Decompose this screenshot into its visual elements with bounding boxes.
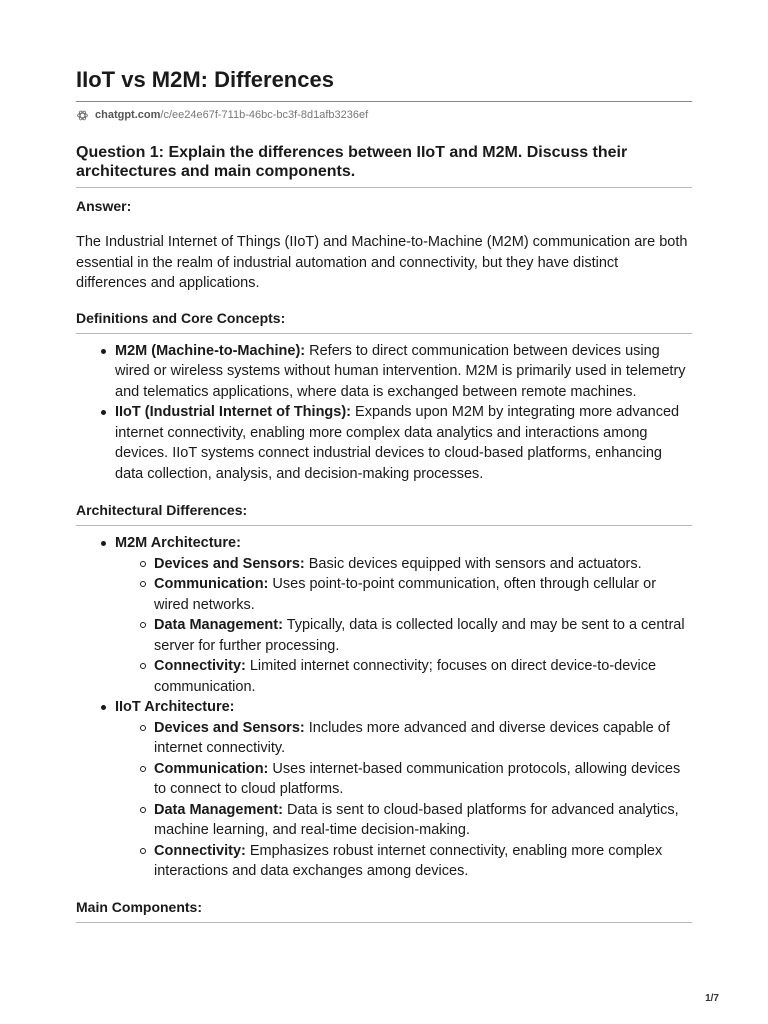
term-description: Expands upon M2M by integrating more advanced internet connectivity, enabling more complex data analytics and interactions among devices. IIoT systems connect industrial devices to cloud-based platforms, enhancing data collection, analysis, and decision-making processes. — [115, 404, 680, 482]
term-label: Connectivity: — [154, 842, 246, 859]
definitions-list — [76, 341, 692, 485]
term-description: Limited internet connectivity; focuses on direct device-to-device communication. — [154, 658, 657, 695]
term-description: Emphasizes robust internet connectivity, enabling more complex interactions and data exchanges among devices. — [154, 842, 663, 879]
architecture-heading: Architectural Differences: — [76, 502, 692, 526]
architecture-list — [76, 533, 692, 882]
term-description: Uses internet-based communication protocols, allowing devices to connect to cloud platforms. — [154, 760, 681, 797]
term-label: Communication: — [154, 576, 269, 592]
term-label: IIoT (Industrial Internet of Things): — [115, 404, 352, 420]
page-title: IIoT vs M2M: Differences — [76, 66, 692, 102]
term-label: Devices and Sensors: — [154, 555, 305, 572]
term-description: Data is sent to cloud-based platforms for advanced analytics, machine learning, and real-time decision-making. — [154, 801, 679, 838]
m2m-architecture-title: M2M Architecture: — [115, 535, 241, 551]
list-item — [115, 841, 692, 882]
term-description: Includes more advanced and diverse devices capable of internet connectivity. — [154, 719, 670, 756]
iiot-architecture-sublist — [115, 718, 692, 882]
source-domain: chatgpt.com — [95, 109, 161, 121]
answer-label: Answer: — [76, 198, 132, 214]
list-item — [115, 718, 692, 759]
source-link[interactable] — [76, 108, 692, 122]
term-label: Communication: — [154, 760, 269, 777]
term-description: Refers to direct communication between devices using wired or wireless systems without human intervention. M2M is primarily used in telemetry and telematics applications, where data is exchanged between remote machines. — [115, 342, 686, 400]
list-item — [115, 615, 692, 656]
iiot-architecture-title: IIoT Architecture: — [115, 699, 235, 715]
definitions-heading: Definitions and Core Concepts: — [76, 310, 692, 334]
list-item — [76, 341, 692, 403]
term-label: Devices and Sensors: — [154, 719, 305, 736]
term-label: Connectivity: — [154, 658, 246, 674]
term-label: Data Management: — [154, 801, 283, 818]
term-description: Typically, data is collected locally and may be sent to a central server for further processing. — [154, 617, 685, 654]
term-label: M2M (Machine-to-Machine): — [115, 342, 306, 359]
list-item — [76, 697, 692, 882]
chatgpt-logo-icon — [76, 109, 89, 122]
list-item — [115, 554, 692, 575]
page-number: 1/7 — [705, 993, 719, 1004]
list-item — [115, 800, 692, 841]
list-item — [115, 759, 692, 800]
list-item — [115, 574, 692, 615]
list-item — [115, 656, 692, 697]
term-label: Data Management: — [154, 617, 283, 633]
question-heading: Question 1: Explain the differences between IIoT and M2M. Discuss their architectures and main components. — [76, 143, 692, 188]
m2m-architecture-sublist — [115, 554, 692, 698]
main-components-heading: Main Components: — [76, 899, 692, 923]
source-path: /c/ee24e67f-711b-46bc-bc3f-8d1afb3236ef — [160, 109, 369, 121]
term-description: Uses point-to-point communication, often through cellular or wired networks. — [154, 576, 657, 613]
list-item — [76, 402, 692, 484]
document-page — [76, 0, 692, 923]
list-item — [76, 533, 692, 697]
term-description: Basic devices equipped with sensors and actuators. — [304, 555, 642, 572]
intro-paragraph: The Industrial Internet of Things (IIoT) and Machine-to-Machine (M2M) communication are both essential in the realm of industrial automation and connectivity, but they have distinct differences and applications. — [76, 234, 688, 291]
